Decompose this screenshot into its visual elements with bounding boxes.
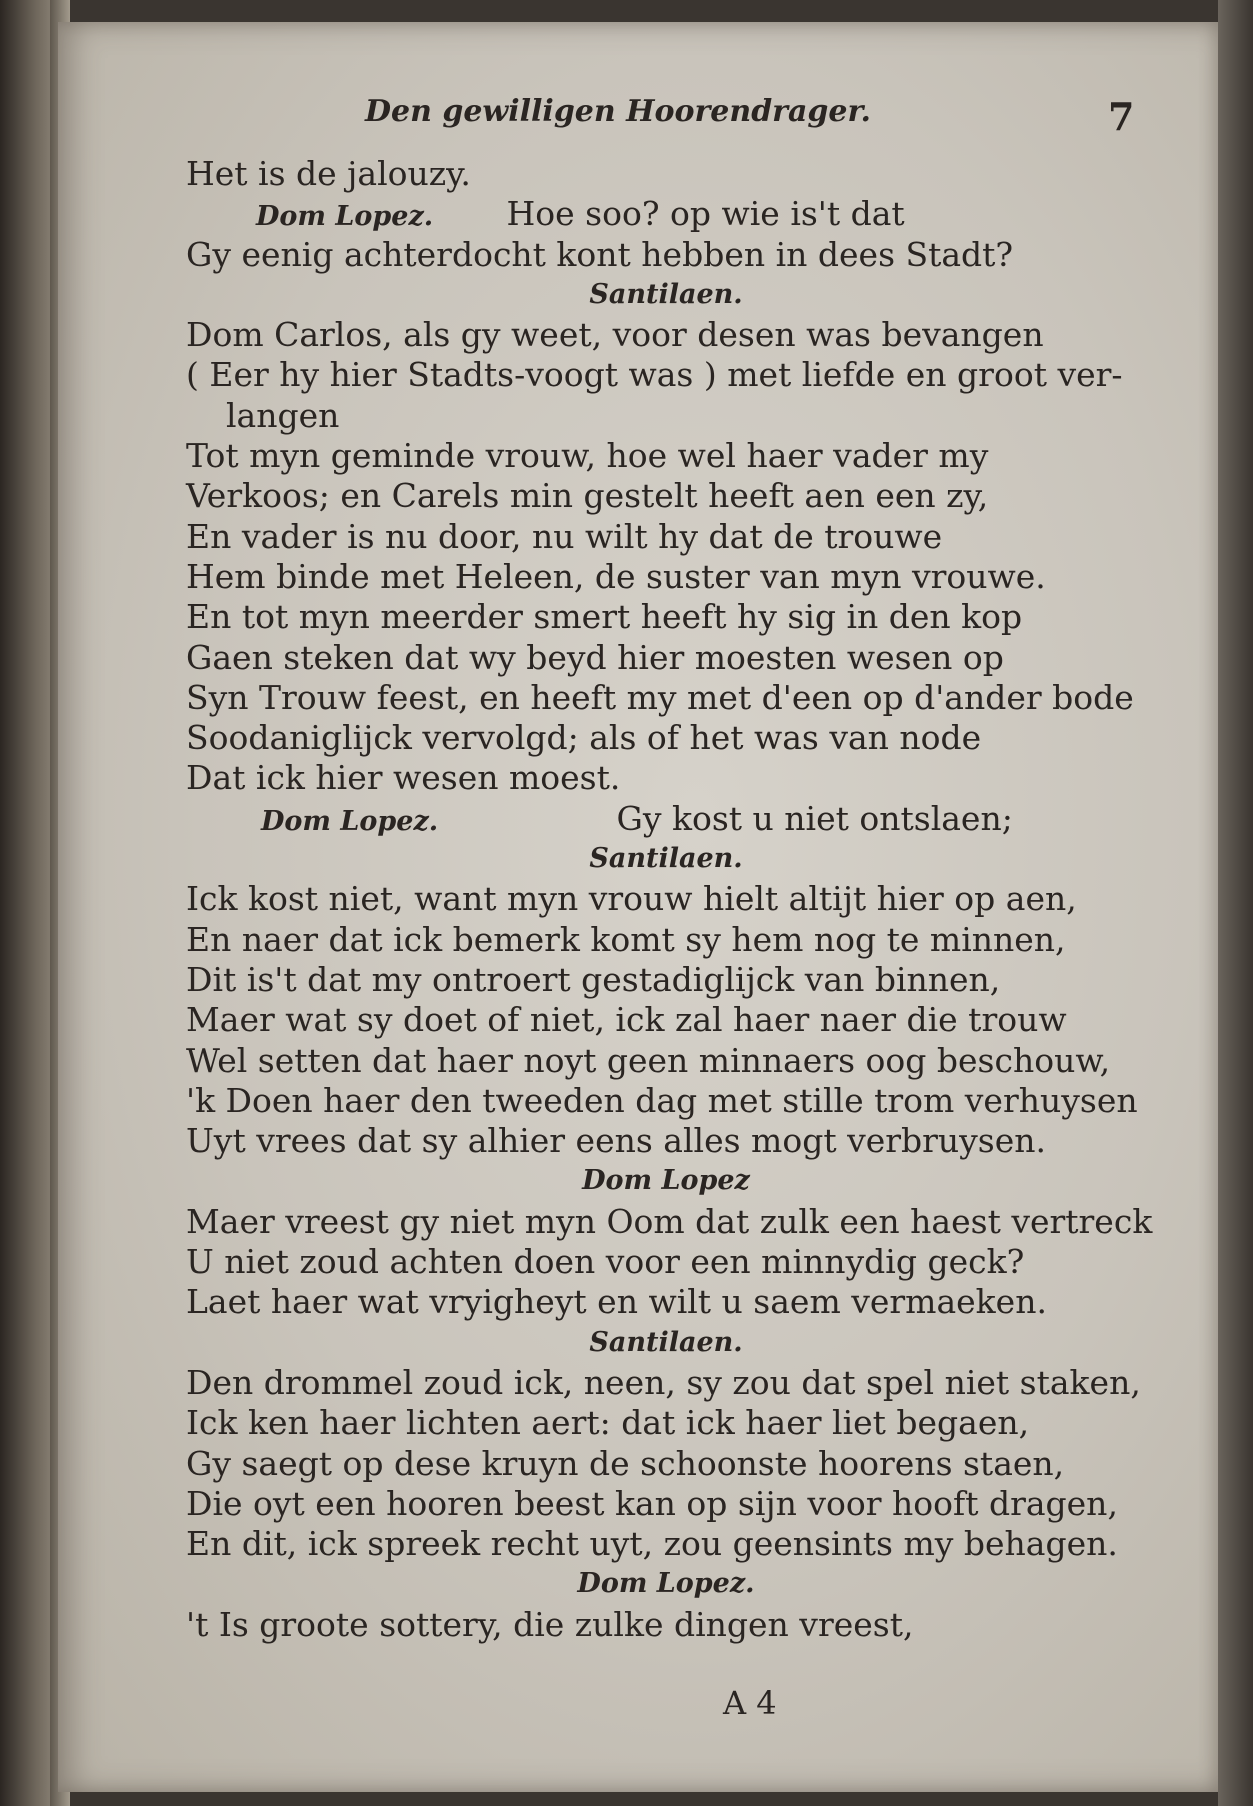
speaker-heading <box>186 1323 1146 1363</box>
speaker-heading <box>186 1161 1146 1201</box>
speaker-name: Dom Lopez. <box>577 1568 755 1600</box>
verse-line: Uyt vrees dat sy alhier eens alles mogt verbruysen. <box>186 1121 1047 1161</box>
speaker-name: Dom Lopez <box>582 1165 750 1197</box>
verse-line: Dit is't dat my ontroert gestadiglijck van binnen, <box>186 959 1001 999</box>
verse-line: Den drommel zoud ick, neen, sy zou dat spel niet staken, <box>186 1362 1141 1402</box>
signature-mark: A 4 <box>723 1684 777 1722</box>
dialogue-line <box>186 799 1146 839</box>
verse-line: Wel setten dat haer noyt geen minnaers oog beschouw, <box>186 1040 1111 1080</box>
verse-line: Gy saegt op dese kruyn de schoonste hoorens staen, <box>186 1443 1065 1483</box>
verse-line: Die oyt een hooren beest kan op sijn voor hooft dragen, <box>186 1483 1118 1523</box>
verse-text-run: Gy kost u niet ontslaen; <box>616 798 1013 838</box>
verse-line: 'k Doen haer den tweeden dag met stille trom verhuysen <box>186 1080 1138 1120</box>
right-page-edge <box>1218 0 1253 1806</box>
verse-line: En naer dat ick bemerk komt sy hem nog te minnen, <box>186 919 1066 959</box>
page-number: 7 <box>1108 94 1135 139</box>
verse-line: Het is de jalouzy. <box>186 154 471 193</box>
verse-line: U niet zoud achten doen voor een minnydig geck? <box>186 1242 1025 1282</box>
verse-line: Maer wat sy doet of niet, ick zal haer naer die trouw <box>186 1000 1067 1040</box>
verse-line: Soodaniglijck vervolgd; als of het was van node <box>186 718 982 758</box>
speaker-heading <box>186 839 1146 879</box>
verse-line: ( Eer hy hier Stadts-voogt was ) met liefde en groot ver- <box>186 355 1123 395</box>
verse-line: En tot myn meerder smert heeft hy sig in den kop <box>186 597 1023 637</box>
dialogue-line <box>186 194 1146 234</box>
verse-line: 't Is groote sottery, die zulke dingen vreest, <box>186 1604 914 1644</box>
speaker-name: Santilaen. <box>589 278 743 310</box>
verse-line: Dat ick hier wesen moest. <box>186 758 621 798</box>
verse-line: En vader is nu door, nu wilt hy dat de trouwe <box>186 516 943 556</box>
verse-line: Ick kost niet, want myn vrouw hielt altijt hier op aen, <box>186 879 1077 919</box>
verse-line: Verkoos; en Carels min gestelt heeft aen een zy, <box>186 476 989 516</box>
verse-line: Maer vreest gy niet myn Oom dat zulk een haest vertreck <box>186 1201 1153 1241</box>
verse-line: Gy eenig achterdocht kont hebben in dees Stadt? <box>186 234 1014 274</box>
verse-text <box>186 154 1153 1645</box>
verse-line: Gaen steken dat wy beyd hier moesten wesen op <box>186 637 1004 677</box>
speaker-heading <box>186 275 1146 315</box>
verse-line: Tot myn geminde vrouw, hoe wel haer vader my <box>186 436 989 476</box>
verse-line: En dit, ick spreek recht uyt, zou geensints my behagen. <box>186 1524 1118 1564</box>
speaker-heading <box>186 1564 1146 1604</box>
verse-line: langen <box>226 395 340 435</box>
verse-text-run: Hoe soo? op wie is't dat <box>506 194 905 234</box>
verse-line: Syn Trouw feest, en heeft my met d'een op d'ander bode <box>186 677 1134 717</box>
verse-line: Laet haer wat vryigheyt en wilt u saem vermaeken. <box>186 1282 1047 1322</box>
book-page <box>58 22 1218 1792</box>
speaker-name: Santilaen. <box>589 843 743 875</box>
speaker-name: Dom Lopez. <box>261 805 439 837</box>
speaker-name: Santilaen. <box>589 1326 743 1358</box>
verse-line: Hem binde met Heleen, de suster van myn vrouwe. <box>186 556 1046 596</box>
verse-line: Dom Carlos, als gy weet, voor desen was bevangen <box>186 315 1044 355</box>
speaker-name: Dom Lopez. <box>256 201 434 233</box>
verse-line: Ick ken haer lichten aert: dat ick haer liet begaen, <box>186 1403 1030 1443</box>
running-title: Den gewilligen Hoorendrager. <box>364 94 871 129</box>
